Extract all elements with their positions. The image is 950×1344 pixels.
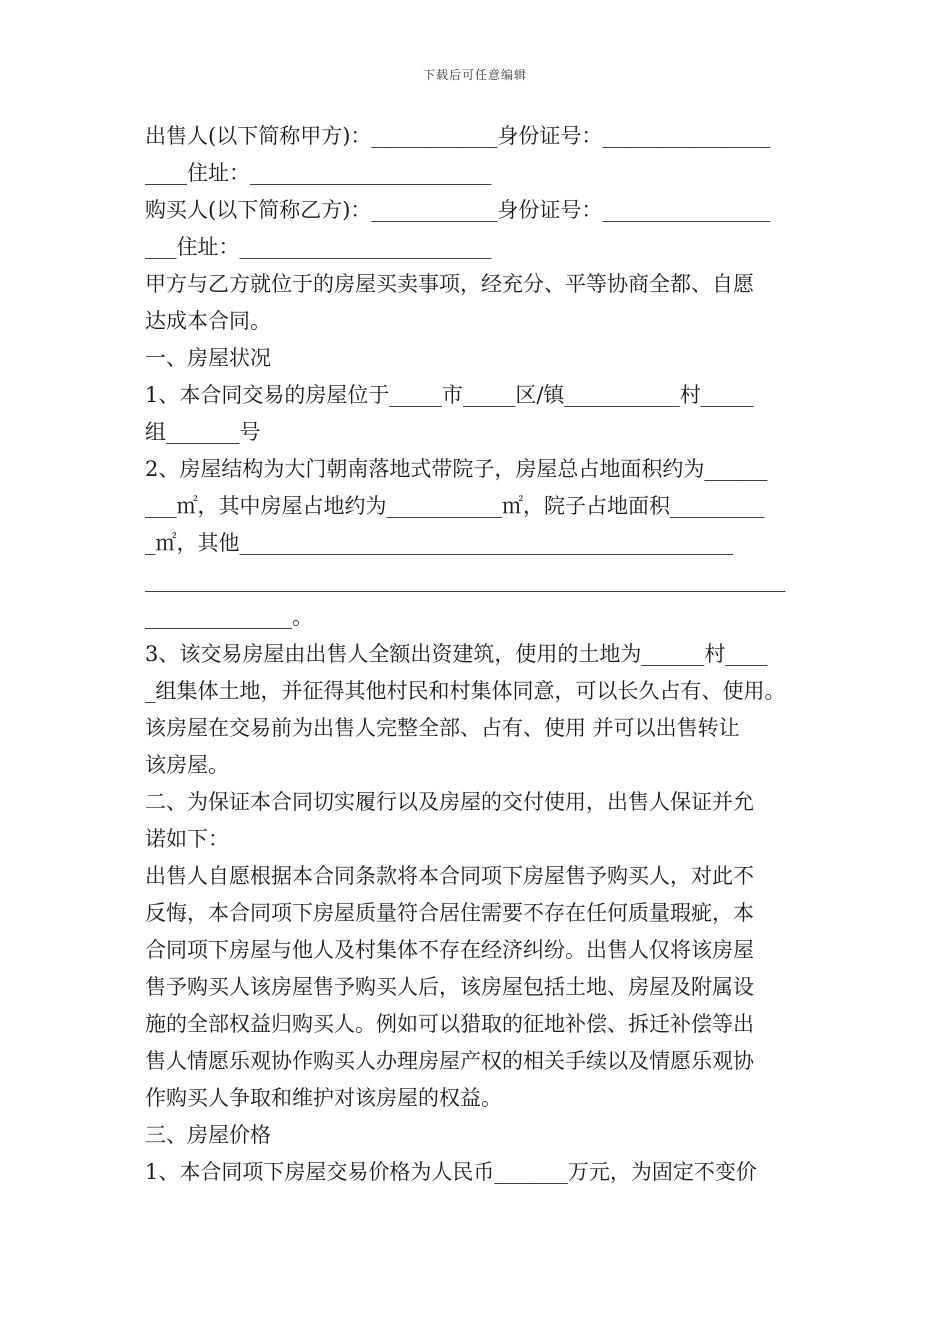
text-line: 1、本合同交易的房屋位于_____市_____区/镇___________村_____ (145, 383, 754, 407)
text-line: ______________。 (145, 605, 313, 629)
text-line: 1、本合同项下房屋交易价格为人民币_______万元，为固定不变价 (145, 1160, 757, 1184)
text-line: ___㎡，其中房屋占地约为___________㎡，院子占地面积_________ (145, 494, 765, 518)
text-line: ____住址：_______________________ (145, 161, 492, 185)
text-line: 售人情愿乐观协作购买人办理房屋产权的相关手续以及情愿乐观协 (145, 1049, 754, 1073)
text-line: 出售人(以下简称甲方)：____________身份证号：________________ (145, 124, 771, 148)
section-heading: 一、房屋状况 (145, 346, 271, 370)
text-line: 售予购买人该房屋售予购买人后，该房屋包括土地、房屋及附属设 (145, 975, 754, 999)
text-line: 施的全部权益归购买人。例如可以猎取的征地补偿、拆迁补偿等出 (145, 1012, 754, 1036)
text-line: 3、该交易房屋由出售人全额出资建筑，使用的土地为______村____ (145, 642, 768, 666)
text-line: 达成本合同。 (145, 309, 271, 333)
text-line: 作购买人争取和维护对该房屋的权益。 (145, 1086, 502, 1110)
section-heading: 三、房屋价格 (145, 1123, 271, 1147)
text-line: _㎡，其他_______________________________________________ (145, 531, 733, 555)
text-line: _____________________________________________________________ (145, 568, 786, 592)
text-line: 诺如下： (145, 827, 229, 851)
text-line: 合同项下房屋与他人及村集体不存在经济纠纷。出售人仅将该房屋 (145, 938, 754, 962)
contract-body (145, 118, 810, 1191)
text-line: 该房屋。 (145, 753, 229, 777)
section-heading: 二、为保证本合同切实履行以及房屋的交付使用，出售人保证并允 (145, 790, 754, 814)
text-line: 反悔，本合同项下房屋质量符合居住需要不存在任何质量瑕疵，本 (145, 901, 754, 925)
text-line: 购买人(以下简称乙方)：____________身份证号：________________ (145, 198, 771, 222)
text-line: 该房屋在交易前为出售人完整全部、占有、使用 并可以出售转让 (145, 716, 740, 740)
page-header-note: 下载后可任意编辑 (422, 68, 527, 82)
text-line: 甲方与乙方就位于的房屋买卖事项，经充分、平等协商全都、自愿 (145, 272, 754, 296)
text-line: 组_______号 (145, 420, 261, 444)
text-line: 出售人自愿根据本合同条款将本合同项下房屋售予购买人，对此不 (145, 864, 754, 888)
text-line: ___住址：________________________ (145, 235, 492, 259)
text-line: 2、房屋结构为大门朝南落地式带院子，房屋总占地面积约为______ (145, 457, 768, 481)
text-line: _组集体土地，并征得其他村民和村集体同意，可以长久占有、使用。 (145, 679, 786, 703)
